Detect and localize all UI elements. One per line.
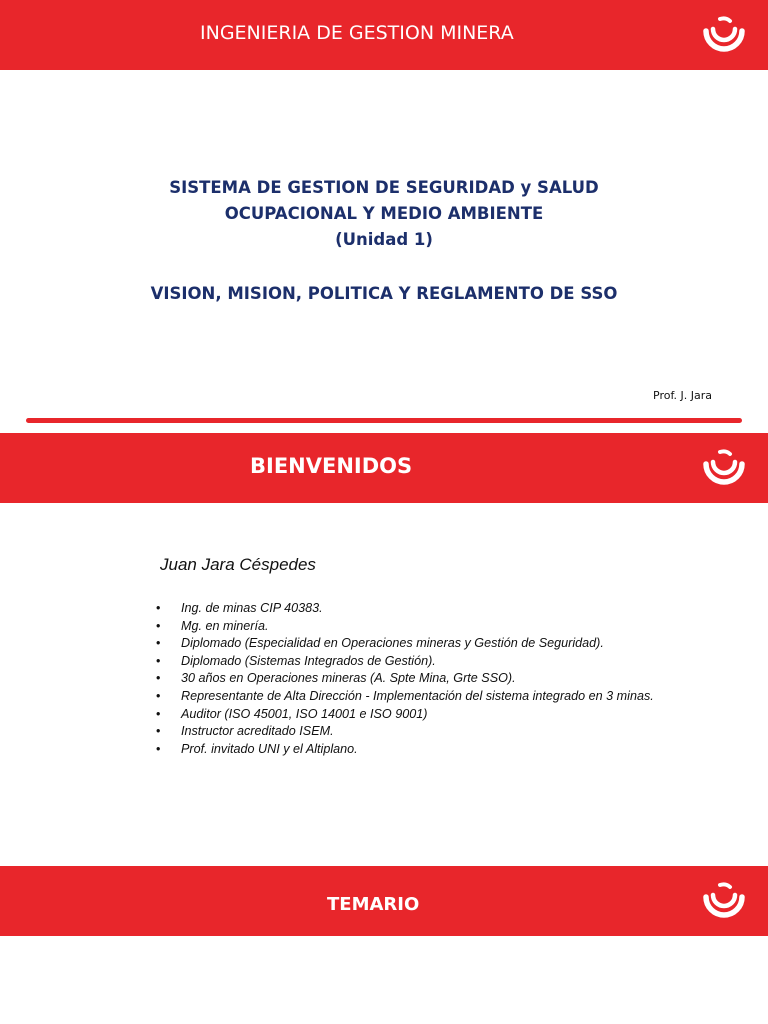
bullet-dot: • — [156, 671, 161, 686]
credential-text: Ing. de minas CIP 40383. — [181, 601, 323, 615]
slide-2-header-title: BIENVENIDOS — [250, 454, 413, 478]
bullet-dot: • — [156, 653, 161, 668]
bullet-dot: • — [156, 706, 161, 721]
university-logo-icon — [696, 446, 752, 490]
credential-text: Prof. invitado UNI y el Altiplano. — [181, 741, 358, 756]
credential-text: Diplomado (Especialidad en Operaciones mineras y Gestión de Seguridad). — [181, 636, 604, 651]
slide-2-header-bar — [0, 433, 768, 503]
bullet-dot: • — [156, 724, 161, 739]
presenter-name: Juan Jara Céspedes — [160, 555, 316, 574]
credential-text: Mg. en minería. — [181, 618, 269, 633]
slide-1-author: Prof. J. Jara — [653, 389, 713, 402]
slide-1-subtitle: VISION, MISION, POLITICA Y REGLAMENTO DE SSO — [150, 284, 618, 303]
credential-item — [156, 741, 654, 759]
credential-item — [156, 706, 654, 724]
title-line-1: SISTEMA DE GESTION DE SEGURIDAD y SALUD — [169, 178, 599, 197]
credential-item — [156, 635, 654, 653]
bullet-dot: • — [156, 688, 161, 703]
credential-item — [156, 618, 654, 636]
credential-text: 30 años en Operaciones mineras (A. Spte Mina, Grte SSO). — [181, 671, 516, 686]
bullet-dot: • — [156, 601, 161, 615]
title-line-3: (Unidad 1) — [335, 230, 433, 249]
slide-1-title — [0, 175, 768, 253]
slide-3-header-bar — [0, 866, 768, 936]
bullet-dot: • — [156, 618, 161, 633]
title-line-2: OCUPACIONAL Y MEDIO AMBIENTE — [224, 204, 544, 223]
slide-1 — [0, 0, 768, 430]
university-logo-icon — [696, 13, 752, 57]
university-logo-icon — [696, 879, 752, 923]
credential-text: Instructor acreditado ISEM. — [181, 724, 334, 739]
slide-3 — [0, 866, 768, 1024]
slide-1-header-title: INGENIERIA DE GESTION MINERA — [200, 22, 514, 44]
credential-text: Auditor (ISO 45001, ISO 14001 e ISO 9001) — [181, 706, 428, 721]
credential-text: Diplomado (Sistemas Integrados de Gestión). — [181, 653, 436, 668]
credential-item — [156, 688, 654, 706]
credential-item — [156, 670, 654, 688]
bullet-dot: • — [156, 636, 161, 651]
credential-item — [156, 723, 654, 741]
slide-1-header-bar — [0, 0, 768, 70]
credential-text: Representante de Alta Dirección - Implementación del sistema integrado en 3 minas. — [181, 688, 654, 703]
credentials-list — [156, 600, 654, 758]
slide-1-footer-line — [26, 418, 742, 423]
bullet-dot: • — [156, 741, 161, 756]
credential-item — [156, 653, 654, 671]
slide-3-header-title: TEMARIO — [327, 894, 420, 915]
credential-item — [156, 600, 654, 618]
